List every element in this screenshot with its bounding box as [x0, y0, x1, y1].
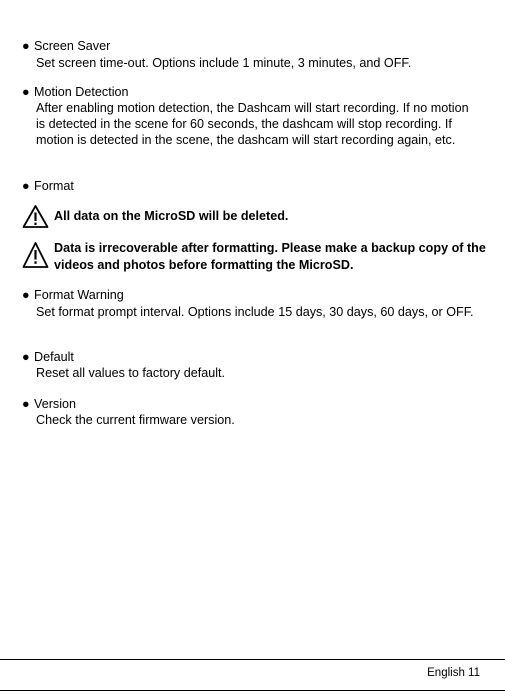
- section-title-version: [22, 397, 76, 412]
- section-title-text: Format: [34, 179, 74, 193]
- page-footer-label: English 11: [427, 667, 480, 679]
- section-title-format-warning: [22, 288, 124, 303]
- section-title-text: Version: [34, 397, 77, 411]
- section-body-format-warning: Set format prompt interval. Options include 15 days, 30 days, 60 days, or OFF.: [36, 305, 474, 319]
- warning-triangle-icon: [22, 204, 49, 229]
- warning-notice-1: [22, 204, 492, 230]
- bullet-dot: ●: [22, 39, 30, 53]
- bullet-dot: ●: [22, 85, 30, 99]
- section-title-format: [22, 179, 74, 194]
- warning-notice-2: [22, 240, 492, 274]
- footer-bottom-rule: [0, 690, 505, 691]
- section-body-motion-detection: After enabling motion detection, the Dashcam will start recording. If no motion is detected in the scene for 60 seconds, the dashcam will stop recording. If motion is detected in the scene, the dashcam will start recording again, etc.: [36, 101, 469, 147]
- bullet-dot: ●: [22, 350, 30, 364]
- section-body-screen-saver: Set screen time-out. Options include 1 minute, 3 minutes, and OFF.: [36, 56, 412, 70]
- section-title-motion-detection: [22, 85, 129, 100]
- section-title-default: [22, 350, 74, 365]
- section-title-text: Default: [34, 350, 74, 364]
- bullet-dot: ●: [22, 397, 30, 411]
- section-body-version: Check the current firmware version.: [36, 413, 235, 427]
- section-title-screen-saver: [22, 39, 110, 54]
- bullet-dot: ●: [22, 288, 30, 302]
- section-title-text: Format Warning: [34, 288, 124, 302]
- section-body-default: Reset all values to factory default.: [36, 366, 226, 380]
- footer-top-rule: [0, 659, 505, 660]
- warning-text: Data is irrecoverable after formatting. Please make a backup copy of the videos and photos before formatting the MicroSD.: [54, 241, 486, 272]
- section-title-text: Screen Saver: [34, 39, 111, 53]
- bullet-dot: ●: [22, 179, 30, 193]
- section-title-text: Motion Detection: [34, 85, 129, 99]
- warning-triangle-icon: [22, 240, 49, 270]
- warning-text: All data on the MicroSD will be deleted.: [54, 209, 289, 223]
